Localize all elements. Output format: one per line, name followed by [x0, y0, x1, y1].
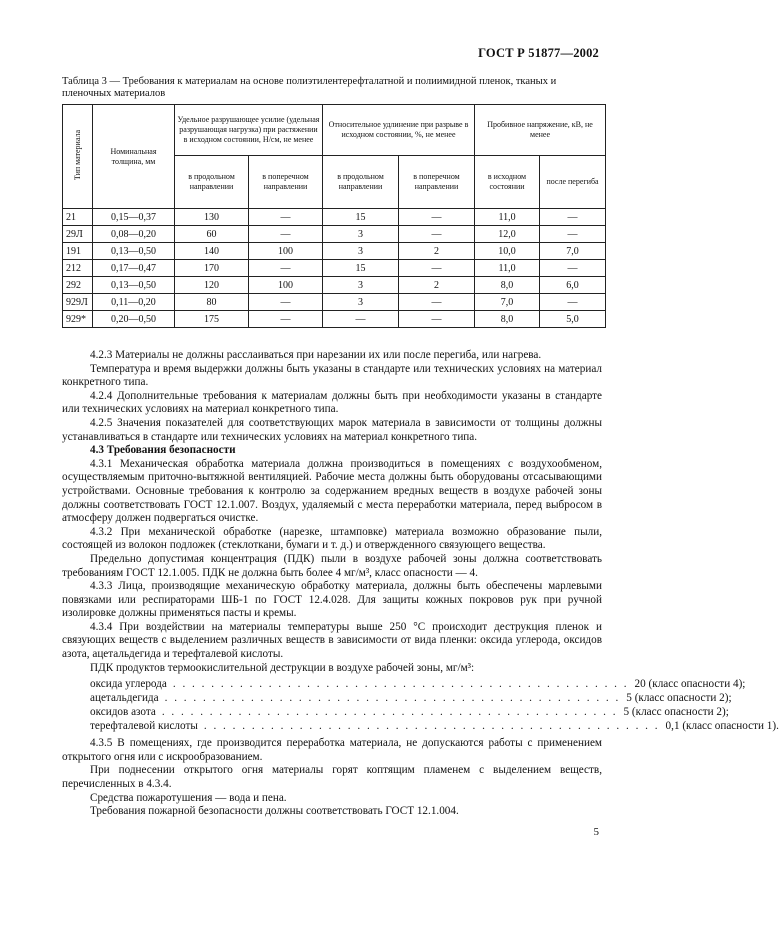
paragraph-4-2-5: 4.2.5 Значения показателей для соответствующих марок материала в зависимости от толщины должны устанавливаться в стандарте или технических условиях на материал конкретного типа.: [62, 416, 602, 443]
pdk-list: [90, 678, 779, 734]
cell-force-trans: 100: [249, 277, 323, 294]
cell-voltage-initial: 11,0: [475, 209, 540, 226]
pdk-value: 5 (класс опасности 2);: [626, 692, 732, 705]
table-row: [63, 226, 606, 243]
cell-elong-trans: —: [399, 260, 475, 277]
table-row: [63, 260, 606, 277]
cell-voltage-initial: 8,0: [475, 311, 540, 328]
paragraph-4-3-2: 4.3.2 При механической обработке (нарезке, штамповке) материала возможно образование пыли, состоящей из волокон подложек (стеклоткани, бумаги и т. д.) и отвержденного связующего вещества.: [62, 525, 602, 552]
cell-thickness: 0,15—0,37: [93, 209, 175, 226]
cell-elong-long: 15: [323, 260, 399, 277]
cell-elong-long: 3: [323, 226, 399, 243]
header-thickness: Номинальная толщина, мм: [93, 105, 175, 209]
paragraph-temperature: Температура и время выдержки должны быть указаны в стандарте или технических условиях на материал конкретного типа.: [62, 362, 602, 389]
table-caption: Таблица 3 — Требования к материалам на основе полиэтилентерефталатной и полиимидной пленок, тканых и пленочных материалов: [62, 76, 557, 99]
paragraph-4-3-5: 4.3.5 В помещениях, где производится переработка материала, не допускаются работы с применением открытого огня или с искрообразованием.: [62, 737, 602, 763]
cell-voltage-after: —: [540, 294, 606, 311]
cell-force-trans: —: [249, 226, 323, 243]
cell-voltage-after: 5,0: [540, 311, 606, 328]
cell-voltage-after: —: [540, 226, 606, 243]
cell-elong-long: —: [323, 311, 399, 328]
paragraph-extinguishing: Средства пожаротушения — вода и пена.: [90, 791, 287, 804]
cell-elong-trans: —: [399, 311, 475, 328]
cell-type: 191: [63, 243, 93, 260]
paragraph-4-3-1: 4.3.1 Механическая обработка материала должна производиться в помещениях с воздухообменом, осуществляемым приточно-вытяжной вентиляцией. Рабочие места должны быть оборудованы отсасывающими устройствами. Основные требования к контролю за содержанием вредных веществ в воздухе рабочей зоны должны соответствовать ГОСТ 12.1.007. Воздух, удаляемый с места переработки материала, перед выбросом в атмосферу должен подвергаться очистке.: [62, 457, 602, 525]
header-breakdown-voltage: Пробивное напряжение, кВ, не менее: [475, 105, 606, 156]
cell-voltage-initial: 11,0: [475, 260, 540, 277]
header-tensile-force: Удельное разрушающее усилие (удельная разрушающая нагрузка) при растяжении в исходном состоянии, Н/см, не менее: [175, 105, 323, 156]
cell-force-trans: —: [249, 294, 323, 311]
cell-type: 21: [63, 209, 93, 226]
cell-voltage-after: —: [540, 260, 606, 277]
pdk-substance: ацетальдегида: [90, 692, 159, 705]
cell-force-trans: —: [249, 311, 323, 328]
cell-thickness: 0,11—0,20: [93, 294, 175, 311]
leader-dots: . . . . . . . . . . . . . . . . . . . . . . . . . . . . . . . . . . . . . . . . . . . . . . . .: [203, 720, 660, 733]
header-force-longitudinal: в продольном направлении: [175, 156, 249, 209]
list-item: [90, 720, 779, 734]
paragraph-pdk-dust: Предельно допустимая концентрация (ПДК) пыли в воздухе рабочей зоны должна соответствовать требованиям ГОСТ 12.1.005. ПДК не должна быть более 4 мг/м³, класс опасности — 4.: [62, 552, 602, 579]
leader-dots: . . . . . . . . . . . . . . . . . . . . . . . . . . . . . . . . . . . . . . . . . . . . . . . .: [164, 692, 621, 705]
list-item: [90, 706, 729, 720]
cell-type: 929*: [63, 311, 93, 328]
table-row: [63, 243, 606, 260]
cell-voltage-initial: 10,0: [475, 243, 540, 260]
cell-force-long: 175: [175, 311, 249, 328]
cell-thickness: 0,13—0,50: [93, 277, 175, 294]
header-force-transverse: в поперечном направлении: [249, 156, 323, 209]
paragraph-4-3-4: 4.3.4 При воздействии на материалы температуры выше 250 °С происходит деструкция пленок и связующих веществ с выделением различных веществ в зависимости от вида пленки: оксида углерода, оксидов азота, ацетальдегида и терефталевой кислоты.: [62, 620, 602, 661]
cell-elong-long: 3: [323, 294, 399, 311]
header-elong-transverse: в поперечном направлении: [399, 156, 475, 209]
paragraph-4-2-3: 4.2.3 Материалы не должны расслаиваться при нарезании их или после перегиба, или нагрева.: [90, 349, 542, 361]
cell-voltage-after: —: [540, 209, 606, 226]
cell-elong-trans: —: [399, 294, 475, 311]
pdk-value: 20 (класс опасности 4);: [634, 678, 746, 691]
list-item: [90, 678, 746, 692]
paragraph-4-3-3: 4.3.3 Лица, производящие механическую обработку материала, должны быть обеспечены марлевыми повязками или респираторами ШБ-1 по ГОСТ 12.4.028. Для защиты кожных покровов рук при ручной изолировке должны применяться пасты и кремы.: [62, 580, 602, 620]
paragraph-open-fire: При поднесении открытого огня материалы горят коптящим пламенем с выделением веществ, перечисленных в 4.3.4.: [62, 764, 602, 791]
cell-force-trans: —: [249, 260, 323, 277]
leader-dots: . . . . . . . . . . . . . . . . . . . . . . . . . . . . . . . . . . . . . . . . . . . . . . . .: [172, 678, 629, 691]
cell-force-long: 80: [175, 294, 249, 311]
cell-voltage-after: 6,0: [540, 277, 606, 294]
paragraph-fire-safety: Требования пожарной безопасности должны соответствовать ГОСТ 12.1.004.: [90, 805, 459, 818]
page-number: 5: [593, 826, 599, 838]
table-row: [63, 294, 606, 311]
cell-elong-long: 15: [323, 209, 399, 226]
requirements-table: [62, 104, 606, 328]
pdk-substance: оксида углерода: [90, 678, 167, 691]
document-body: [62, 349, 779, 819]
cell-thickness: 0,08—0,20: [93, 226, 175, 243]
leader-dots: . . . . . . . . . . . . . . . . . . . . . . . . . . . . . . . . . . . . . . . . . . . . . . . .: [161, 706, 618, 719]
table-row: [63, 277, 606, 294]
cell-force-long: 130: [175, 209, 249, 226]
paragraph-4-2-4: 4.2.4 Дополнительные требования к материалам должны быть при необходимости указаны в стандарте или технических условиях на материал конкретного типа.: [62, 389, 602, 416]
list-item: [90, 692, 732, 706]
header-elongation: Относительное удлинение при разрыве в исходном состоянии, %, не менее: [323, 105, 475, 156]
pdk-value: 0,1 (класс опасности 1).: [665, 720, 779, 733]
cell-force-long: 60: [175, 226, 249, 243]
section-heading-safety: 4.3 Требования безопасности: [90, 444, 236, 457]
cell-voltage-initial: 7,0: [475, 294, 540, 311]
cell-elong-trans: —: [399, 226, 475, 243]
cell-type: 212: [63, 260, 93, 277]
table-row: [63, 311, 606, 328]
cell-elong-trans: 2: [399, 243, 475, 260]
cell-voltage-initial: 12,0: [475, 226, 540, 243]
paragraph-pdk-products: ПДК продуктов термоокислительной деструкции в воздухе рабочей зоны, мг/м³:: [90, 661, 475, 674]
header-voltage-initial: в исходном состоянии: [475, 156, 540, 209]
cell-type: 292: [63, 277, 93, 294]
cell-force-long: 120: [175, 277, 249, 294]
cell-type: 29Л: [63, 226, 93, 243]
cell-elong-long: 3: [323, 243, 399, 260]
document-code: ГОСТ Р 51877—2002: [478, 46, 599, 60]
table-row: [63, 209, 606, 226]
cell-type: 929Л: [63, 294, 93, 311]
cell-force-trans: —: [249, 209, 323, 226]
cell-thickness: 0,20—0,50: [93, 311, 175, 328]
pdk-value: 5 (класс опасности 2);: [623, 706, 729, 719]
header-type: Тип материала: [63, 105, 93, 209]
cell-force-long: 170: [175, 260, 249, 277]
cell-thickness: 0,13—0,50: [93, 243, 175, 260]
cell-force-long: 140: [175, 243, 249, 260]
cell-voltage-initial: 8,0: [475, 277, 540, 294]
cell-elong-trans: 2: [399, 277, 475, 294]
header-voltage-after-bend: после перегиба: [540, 156, 606, 209]
cell-elong-long: 3: [323, 277, 399, 294]
cell-voltage-after: 7,0: [540, 243, 606, 260]
cell-thickness: 0,17—0,47: [93, 260, 175, 277]
header-elong-longitudinal: в продольном направлении: [323, 156, 399, 209]
cell-elong-trans: —: [399, 209, 475, 226]
pdk-substance: оксидов азота: [90, 706, 156, 719]
cell-force-trans: 100: [249, 243, 323, 260]
pdk-substance: терефталевой кислоты: [90, 720, 198, 733]
